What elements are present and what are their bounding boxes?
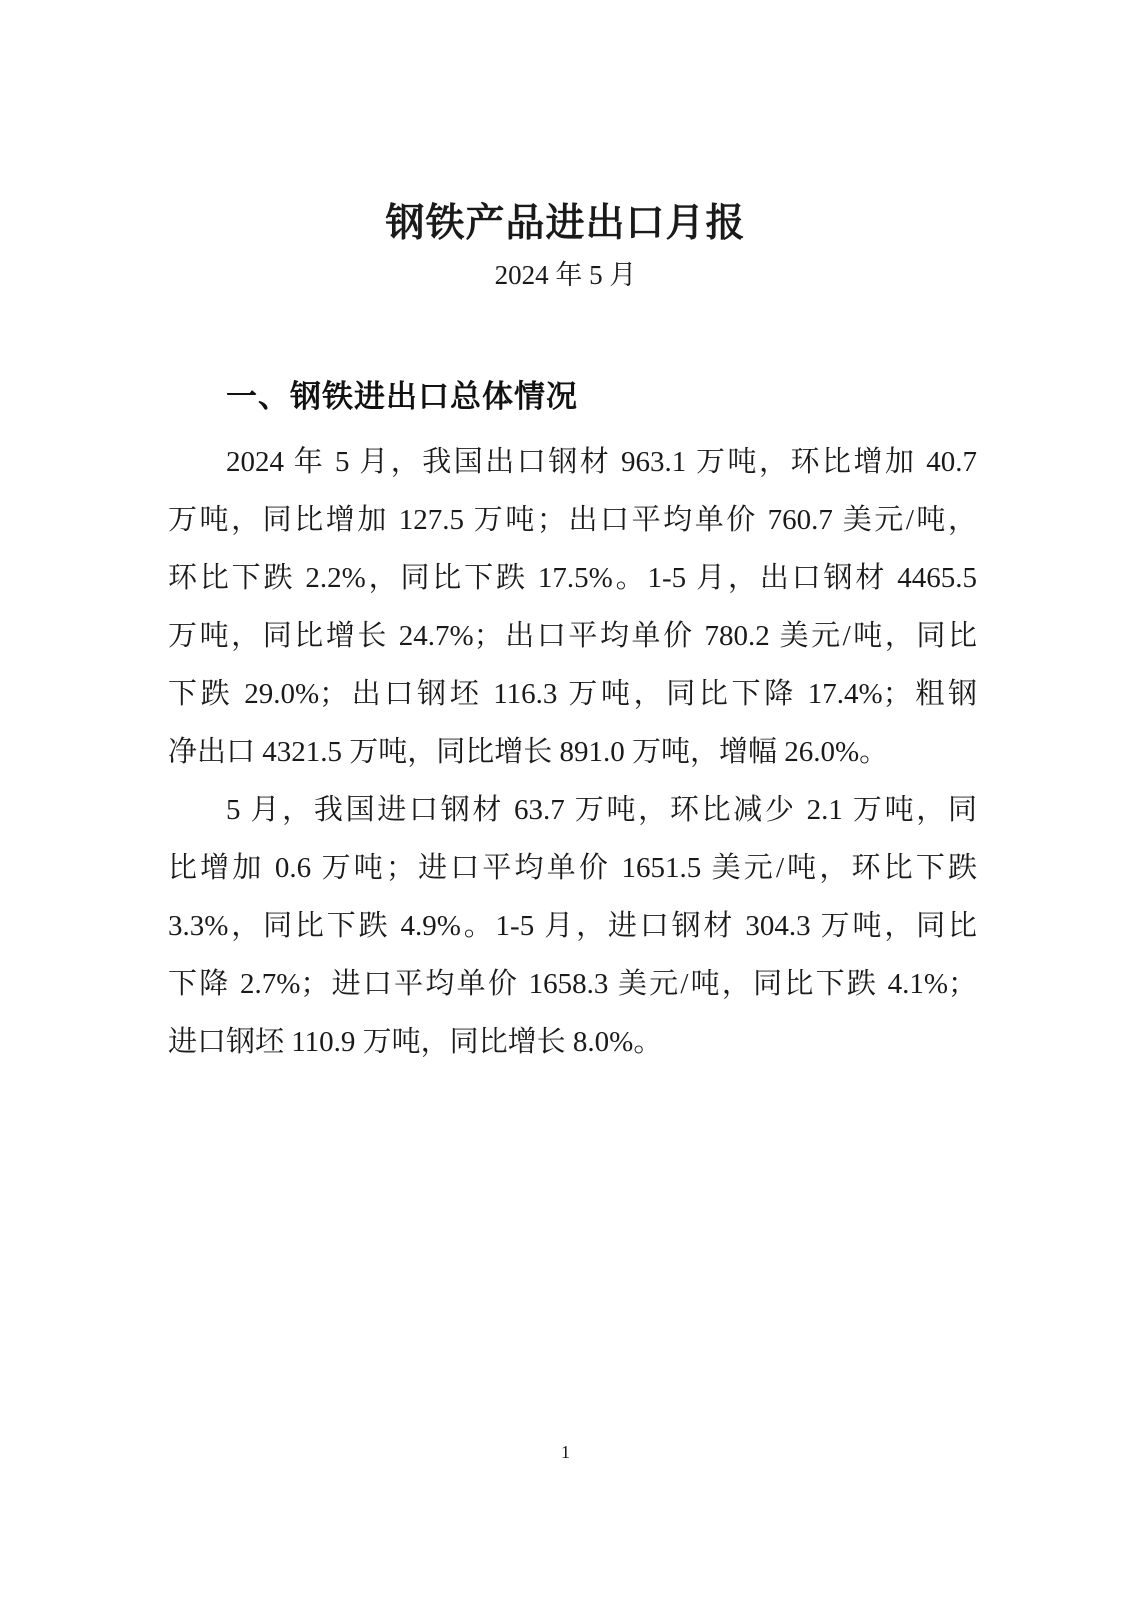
paragraph-2-line-2: 比增加 0.6 万吨；进口平均单价 1651.5 美元/吨，环比下跌 <box>168 852 977 884</box>
page-number: 1 <box>561 1442 570 1462</box>
paragraph-1-line-6: 净出口 4321.5 万吨，同比增长 891.0 万吨，增幅 26.0%。 <box>168 736 889 768</box>
paragraph-2-line-4: 下降 2.7%；进口平均单价 1658.3 美元/吨，同比下跌 4.1%； <box>168 968 977 1000</box>
section-heading: 一、钢铁进出口总体情况 <box>226 379 578 414</box>
paragraph-1-line-2: 万吨，同比增加 127.5 万吨；出口平均单价 760.7 美元/吨， <box>168 504 977 536</box>
document-date: 2024 年 5 月 <box>494 260 637 290</box>
paragraph-1-line-3: 环比下跌 2.2%，同比下跌 17.5%。1-5 月，出口钢材 4465.5 <box>168 562 977 594</box>
paragraph-1-line-1: 2024 年 5 月，我国出口钢材 963.1 万吨，环比增加 40.7 <box>226 446 977 478</box>
document-title: 钢铁产品进出口月报 <box>385 202 746 245</box>
paragraph-1-line-4: 万吨，同比增长 24.7%；出口平均单价 780.2 美元/吨，同比 <box>168 620 977 652</box>
paragraph-1-line-5: 下跌 29.0%；出口钢坯 116.3 万吨，同比下降 17.4%；粗钢 <box>168 678 977 710</box>
body-text <box>168 433 977 1071</box>
paragraph-2-line-3: 3.3%，同比下跌 4.9%。1-5 月，进口钢材 304.3 万吨，同比 <box>168 910 977 942</box>
paragraph-2-line-1: 5 月，我国进口钢材 63.7 万吨，环比减少 2.1 万吨，同 <box>226 794 977 826</box>
paragraph-2-line-5: 进口钢坯 110.9 万吨，同比增长 8.0%。 <box>168 1026 663 1058</box>
